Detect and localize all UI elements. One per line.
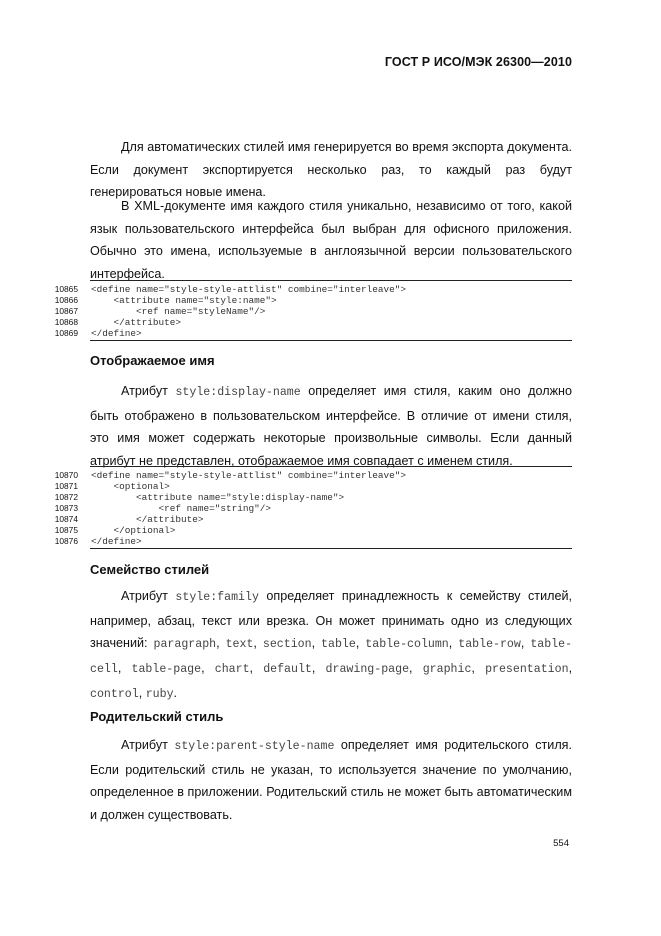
family-value: drawing-page [325, 663, 410, 677]
family-value: table-page [131, 663, 202, 677]
family-value: paragraph [153, 638, 217, 652]
document-standard-header: ГОСТ Р ИСО/МЭК 26300—2010 [384, 55, 572, 69]
code-text: <define name="style-style-attlist" combine="interleave"> [91, 284, 407, 295]
line-number: 10865 [54, 284, 78, 294]
family-value: text [225, 638, 254, 652]
family-value: presentation [485, 663, 569, 677]
family-value: graphic [422, 663, 472, 677]
line-number: 10874 [54, 514, 78, 524]
family-value: ruby [145, 687, 174, 701]
intro-paragraph-2: В XML-документе имя каждого стиля уникально, независимо от того, какой язык пользовательского интерфейса был выбран для офисного приложения. Обычно это имена, используемые в англоязычной версии пользовательского интерфейса. [90, 199, 572, 282]
code-text: <optional> [91, 481, 170, 492]
line-number: 10867 [54, 306, 78, 316]
code-text: </attribute> [91, 514, 204, 525]
line-number: 10868 [54, 317, 78, 327]
family-value: table-row [458, 638, 521, 652]
code-text: </define> [91, 328, 142, 339]
family-value: table [321, 638, 356, 652]
attribute-name: style:family [175, 591, 259, 604]
attribute-name: style:display-name [175, 386, 301, 399]
line-number: 10872 [54, 492, 78, 502]
code-bottom-rule [90, 340, 572, 341]
family-value: section [262, 638, 312, 652]
family-value: table-cell [90, 638, 573, 677]
code-text: </optional> [91, 525, 176, 536]
code-text: </define> [91, 536, 142, 547]
line-number: 10875 [54, 525, 78, 535]
family-value: default [263, 663, 312, 677]
code-text: </attribute> [91, 317, 182, 328]
family-value: table-column [365, 638, 449, 652]
family-values-list: paragraph, text, section, table, table-column, table-row, table-cell, table-page, chart, default, drawing-page, graphic, presentation, control, ruby [90, 636, 573, 701]
line-number: 10873 [54, 503, 78, 513]
line-number: 10869 [54, 328, 78, 338]
code-bottom-rule [90, 548, 572, 549]
page-number: 554 [553, 838, 569, 849]
section-paragraph-style-family: Атрибут style:family определяет принадлежность к семейству стилей, например, абзац, текст или врезка. Он может принимать одно из следующих значений: paragraph, text, section, table, table-column, table-row, table-cell, table-page, chart, default, drawing-page, graphic, presentation, control, ruby. [90, 589, 573, 701]
section-paragraph-parent-style: Атрибут style:parent-style-name определяет имя родительского стиля. Если родительский стиль не указан, то используется значение по умолчанию, определенное в приложении. Родительский стиль не может быть автоматическим и должен существовать. [90, 738, 573, 823]
code-text: <attribute name="style:name"> [91, 295, 277, 306]
code-text: <ref name="styleName"/> [91, 306, 266, 317]
family-value: control [90, 687, 139, 701]
attribute-name: style:parent-style-name [174, 740, 335, 753]
line-number: 10866 [54, 295, 78, 305]
line-number: 10871 [54, 481, 78, 491]
code-top-rule [90, 280, 572, 281]
section-heading-display-name: Отображаемое имя [90, 353, 215, 368]
code-text: <attribute name="style:display-name"> [91, 492, 345, 503]
code-top-rule [90, 466, 572, 467]
section-heading-style-family: Семейство стилей [90, 562, 210, 577]
section-paragraph-display-name: Атрибут style:display-name определяет имя стиля, каким оно должно быть отображено в пользовательском интерфейсе. В отличие от имени стиля, это имя может содержать некоторые произвольные символы. Если данный атрибут не представлен, отображаемое имя совпадает с именем стиля. [90, 384, 572, 469]
intro-paragraph-1: Для автоматических стилей имя генерируется во время экспорта документа. Если документ экспортируется несколько раз, то каждый раз будут генерироваться новые имена. [90, 140, 572, 200]
code-text: <ref name="string"/> [91, 503, 272, 514]
section-heading-parent-style: Родительский стиль [90, 709, 224, 724]
line-number: 10870 [54, 470, 78, 480]
line-number: 10876 [54, 536, 78, 546]
code-text: <define name="style-style-attlist" combine="interleave"> [91, 470, 407, 481]
family-value: chart [214, 663, 250, 677]
